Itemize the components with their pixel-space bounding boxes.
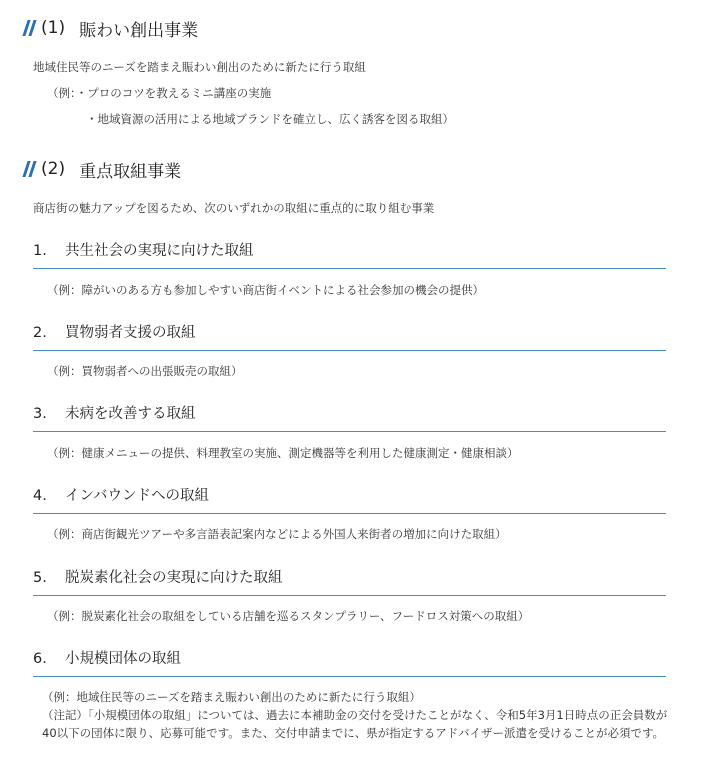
section1-example-line1: （例：・プロのコツを教えるミニ講座の実施 xyxy=(47,86,272,100)
item-example-5: （例：脱炭素化社会の取組をしている店舗を巡るスタンプラリー、フードロス対策への取組） xyxy=(47,609,530,623)
item-number: 6. xyxy=(33,651,47,667)
item-title: 買物弱者支援の取組 xyxy=(65,325,196,341)
item-example-6: （例：地域住民等のニーズを踏まえ賑わい創出のために新たに行う取組） xyxy=(42,690,421,704)
section2-heading xyxy=(22,156,181,182)
item-heading-3 xyxy=(33,402,666,432)
item-number: 4. xyxy=(33,488,47,504)
item-number: 1. xyxy=(33,243,47,259)
section1-number: (1) xyxy=(41,18,66,38)
section1-description: 地域住民等のニーズを踏まえ賑わい創出のために新たに行う取組 xyxy=(33,60,366,74)
item-number: 3. xyxy=(33,406,47,422)
item-title: 共生社会の実現に向けた取組 xyxy=(65,243,254,259)
item-title: 小規模団体の取組 xyxy=(65,651,181,667)
item-example-4: （例：商店街観光ツアーや多言語表記案内などによる外国人来街者の増加に向けた取組） xyxy=(47,527,507,541)
note-text: （注記）「小規模団体の取組」については、過去に本補助金の交付を受けたことがなく、令和5年3月1日時点の正会員数が40以下の団体に限り、応募可能です。また、交付申請までに、県が指定するアドバイザー派遣を受けることが必須です。 xyxy=(42,708,668,740)
double-slash-icon xyxy=(22,20,38,36)
item-heading-5 xyxy=(33,566,666,596)
item-heading-6 xyxy=(33,647,666,677)
item-title: 脱炭素化社会の実現に向けた取組 xyxy=(65,570,283,586)
item-heading-1 xyxy=(33,239,666,269)
section2-number: (2) xyxy=(41,159,66,179)
item-6-notes xyxy=(42,688,670,742)
item-number: 5. xyxy=(33,570,47,586)
item-heading-4 xyxy=(33,484,666,514)
section2-description: 商店街の魅力アップを図るため、次のいずれかの取組に重点的に取り組む事業 xyxy=(33,201,435,215)
item-title: 未病を改善する取組 xyxy=(65,406,196,422)
item-example-1: （例：障がいのある方も参加しやすい商店街イベントによる社会参加の機会の提供） xyxy=(47,283,484,297)
section2-title: 重点取組事業 xyxy=(79,161,182,182)
double-slash-icon xyxy=(22,161,38,177)
item-example-3: （例：健康メニューの提供、料理教室の実施、測定機器等を利用した健康測定・健康相談） xyxy=(47,446,519,460)
section1-heading xyxy=(22,15,198,41)
item-example-2: （例：買物弱者への出張販売の取組） xyxy=(47,364,243,378)
item-heading-2 xyxy=(33,321,666,351)
section1-example-line2: ・地域資源の活用による地域ブランドを確立し、広く誘客を図る取組） xyxy=(86,112,454,126)
item-title: インバウンドへの取組 xyxy=(65,488,209,504)
item-number: 2. xyxy=(33,325,47,341)
section1-title: 賑わい創出事業 xyxy=(79,20,199,41)
